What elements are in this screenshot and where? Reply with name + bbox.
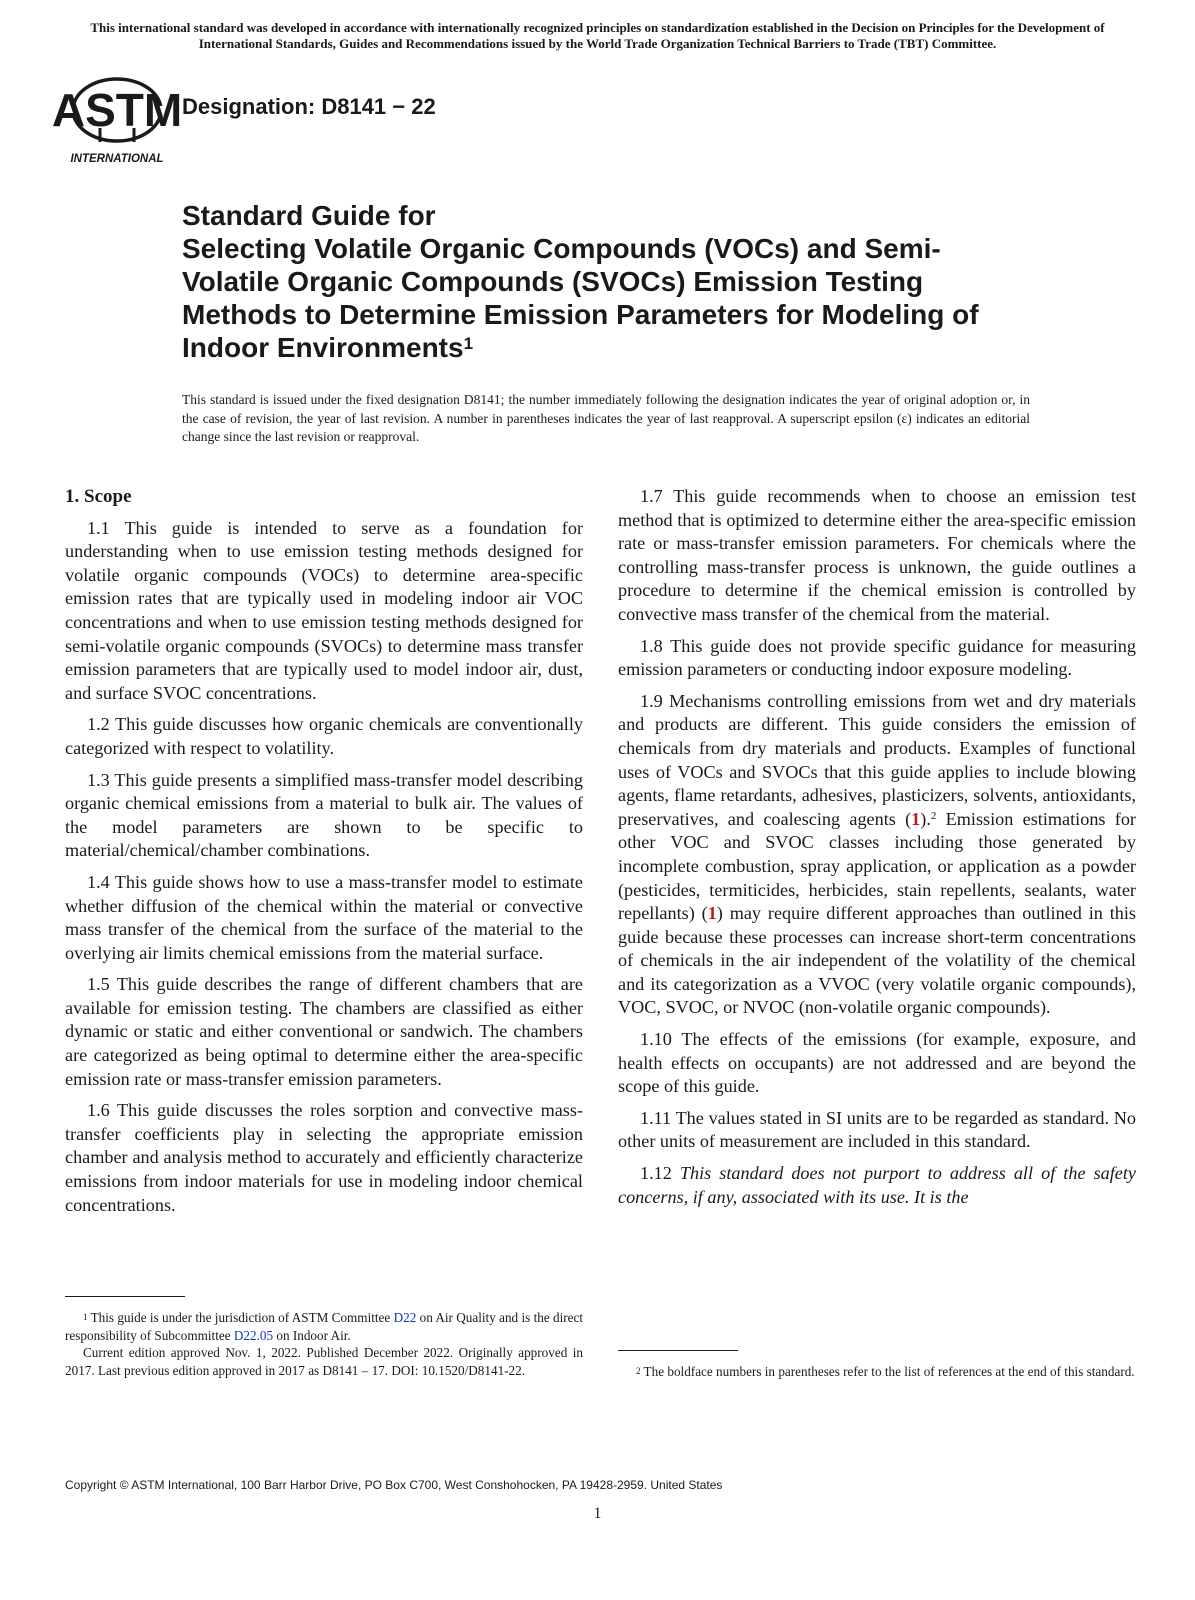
right-column (618, 485, 1136, 1217)
paragraph-1-10: 1.10 The effects of the emissions (for example, exposure, and health effects on occupants) are not addressed and are beyond the scope of this guide. (618, 1029, 1136, 1097)
footnote-1-mark: 1 (83, 1312, 88, 1322)
footnote-text: The boldface numbers in parentheses refer to the list of references at the end of this standard. (640, 1364, 1135, 1379)
paragraph-text: ) may require different approaches than outlined in this guide because these processes can increase short-term concentrations of chemicals in the air independent of the volatility of the chemical and its categorization as a VVOC (very volatile organic compounds), VOC, SVOC, or NVOC (non-volatile organic compounds). (618, 903, 1137, 1018)
paragraph-text: 1.9 Mechanisms controlling emissions from wet and dry materials and products are different. This guide considers the emission of chemicals from dry materials and products. Examples of functional uses of VOCs and SVOCs that this guide applies to include blowing agents, flame retardants, adhesives, plasticizers, solvents, antioxidants, preservatives, and coalescing agents ( (618, 690, 1136, 829)
paragraph-1-4: 1.4 This guide shows how to use a mass-transfer model to estimate whether diffusion of the chemical within the material or convective mass transfer of the chemical from the surface of the material to the overlying air limits chemical emissions from the material surface. (65, 871, 583, 963)
footnote-2-text (618, 1363, 1136, 1381)
paragraph-1-5: 1.5 This guide describes the range of different chambers that are available for emission testing. The chambers are classified as either dynamic or static and either conventional or sandwich. The chambers are categorized as being optimal to determine either the area-specific emission rate or mass-transfer emission parameters. (65, 974, 583, 1089)
title-line (182, 331, 1082, 364)
paragraph-1-8: 1.8 This guide does not provide specific guidance for measuring emission parameters or conducting indoor exposure modeling. (618, 635, 1136, 680)
title-footnote-mark: 1 (463, 334, 474, 353)
footnote-rule (618, 1350, 738, 1351)
footnote-1-line2: Current edition approved Nov. 1, 2022. Published December 2022. Originally approved in 2017. Last previous edition approved in 2017 as D8141 – 17. DOI: 10.1520/D8141-22. (65, 1345, 583, 1378)
paragraph-1-6: 1.6 This guide discusses the roles sorption and convective mass-transfer coefficients play in selecting the appropriate emission chamber and analysis method to accurately and efficiently characterize emissions from indoor materials for use in modeling indoor chemical concentrations. (65, 1100, 583, 1215)
issuance-statement: This standard is issued under the fixed designation D8141; the number immediately following the designation indicates the year of original adoption or, in the case of revision, the year of last revision. A number in parentheses indicates the year of last reapproval. A superscript epsilon (ε) indicates an editorial change since the last revision or reapproval. (182, 392, 1030, 444)
footnote-1-line1 (65, 1309, 583, 1344)
title-line: Volatile Organic Compounds (SVOCs) Emission Testing (182, 266, 924, 297)
title-line: Methods to Determine Emission Parameters for Modeling of (182, 299, 979, 330)
astm-logo-icon (51, 70, 183, 166)
paragraph-text-italic: This standard does not purport to address all of the safety concerns, if any, associated with its use. It is the (618, 1163, 1136, 1207)
subcommittee-link[interactable]: D22.05 (233, 1327, 274, 1343)
astm-logo (51, 70, 183, 166)
paragraph-1-3: 1.3 This guide presents a simplified mass-transfer model describing organic chemical emissions from a material to bulk air. The values of the model parameters are shown to be specific to material/chemical/chamber combinations. (65, 769, 583, 861)
logo-caption: INTERNATIONAL (70, 153, 164, 165)
tbt-notice: This international standard was developed in accordance with internationally recognized principles on standardization established in the Decision on Principles for the Development of International Standards, Guides and Recommendations issued by the World Trade Organization Technical Barriers to Trade (TBT) Committee. (90, 20, 1105, 51)
footnote-2-mark: 2 (636, 1366, 641, 1376)
title-line: Standard Guide for (182, 200, 436, 231)
copyright-notice: Copyright © ASTM International, 100 Barr Harbor Drive, PO Box C700, West Conshohocken, PA 19428-2959. United States (65, 1478, 723, 1492)
reference-link[interactable]: 1 (707, 903, 717, 924)
committee-link[interactable]: D22 (393, 1310, 417, 1325)
paragraph-1-1: 1.1 This guide is intended to serve as a foundation for understanding when to use emission testing methods designed for volatile organic compounds (VOCs) to determine area-specific emission rates that are typically used in modeling indoor air VOC concentrations and when to use emission testing methods designed for semi-volatile organic compounds (SVOCs) to determine mass transfer emission parameters that are typically used to model indoor air, dust, and surface SVOC concentrations. (65, 517, 583, 703)
title-line: Selecting Volatile Organic Compounds (VOCs) and Semi- (182, 233, 941, 264)
page-number: 1 (593, 1505, 602, 1522)
footnote-text: This guide is under the jurisdiction of ASTM Committee (87, 1310, 394, 1325)
paragraph-1-2: 1.2 This guide discusses how organic chemicals are conventionally categorized with respect to volatility. (65, 714, 583, 758)
left-column (65, 485, 583, 1225)
footnote-2-mark[interactable]: 2 (930, 809, 937, 822)
section-heading: 1. Scope (65, 486, 132, 507)
footnote-text: on Indoor Air. (273, 1327, 351, 1343)
logo-letters: ASTM (51, 84, 183, 136)
paragraph-1-9 (618, 690, 1136, 1020)
footnote-1 (65, 1309, 583, 1379)
paragraph-1-7: 1.7 This guide recommends when to choose an emission test method that is optimized to determine either the area-specific emission rate or mass-transfer emission parameters. For chemicals where the controlling mass-transfer process is unknown, the guide outlines a procedure to determine if the chemical emission is controlled by convective mass transfer of the chemical from the material. (618, 486, 1136, 624)
footnote-text: on Air Quality and is the direct responsibility of Subcommittee (65, 1310, 584, 1343)
paragraph-1-11: 1.11 The values stated in SI units are to be regarded as standard. No other units of measurement are included in this standard. (618, 1107, 1136, 1152)
footnote-rule (65, 1296, 185, 1297)
paragraph-1-12 (618, 1162, 1136, 1209)
paragraph-text: Emission estimations for other VOC and SVOC classes including those generated by incomplete combustion, spray application, or application as a powder (pesticides, termiticides, herbicides, stain repellents, sealants, water repellants) ( (618, 808, 1136, 924)
title-line-text: Indoor Environments (182, 332, 464, 363)
designation: Designation: D8141 − 22 (182, 94, 436, 119)
paragraph-number: 1.12 (640, 1163, 680, 1184)
paragraph-text: ). (920, 808, 931, 829)
reference-link[interactable]: 1 (911, 808, 921, 829)
document-title (182, 199, 1082, 364)
footnote-2 (618, 1363, 1136, 1381)
